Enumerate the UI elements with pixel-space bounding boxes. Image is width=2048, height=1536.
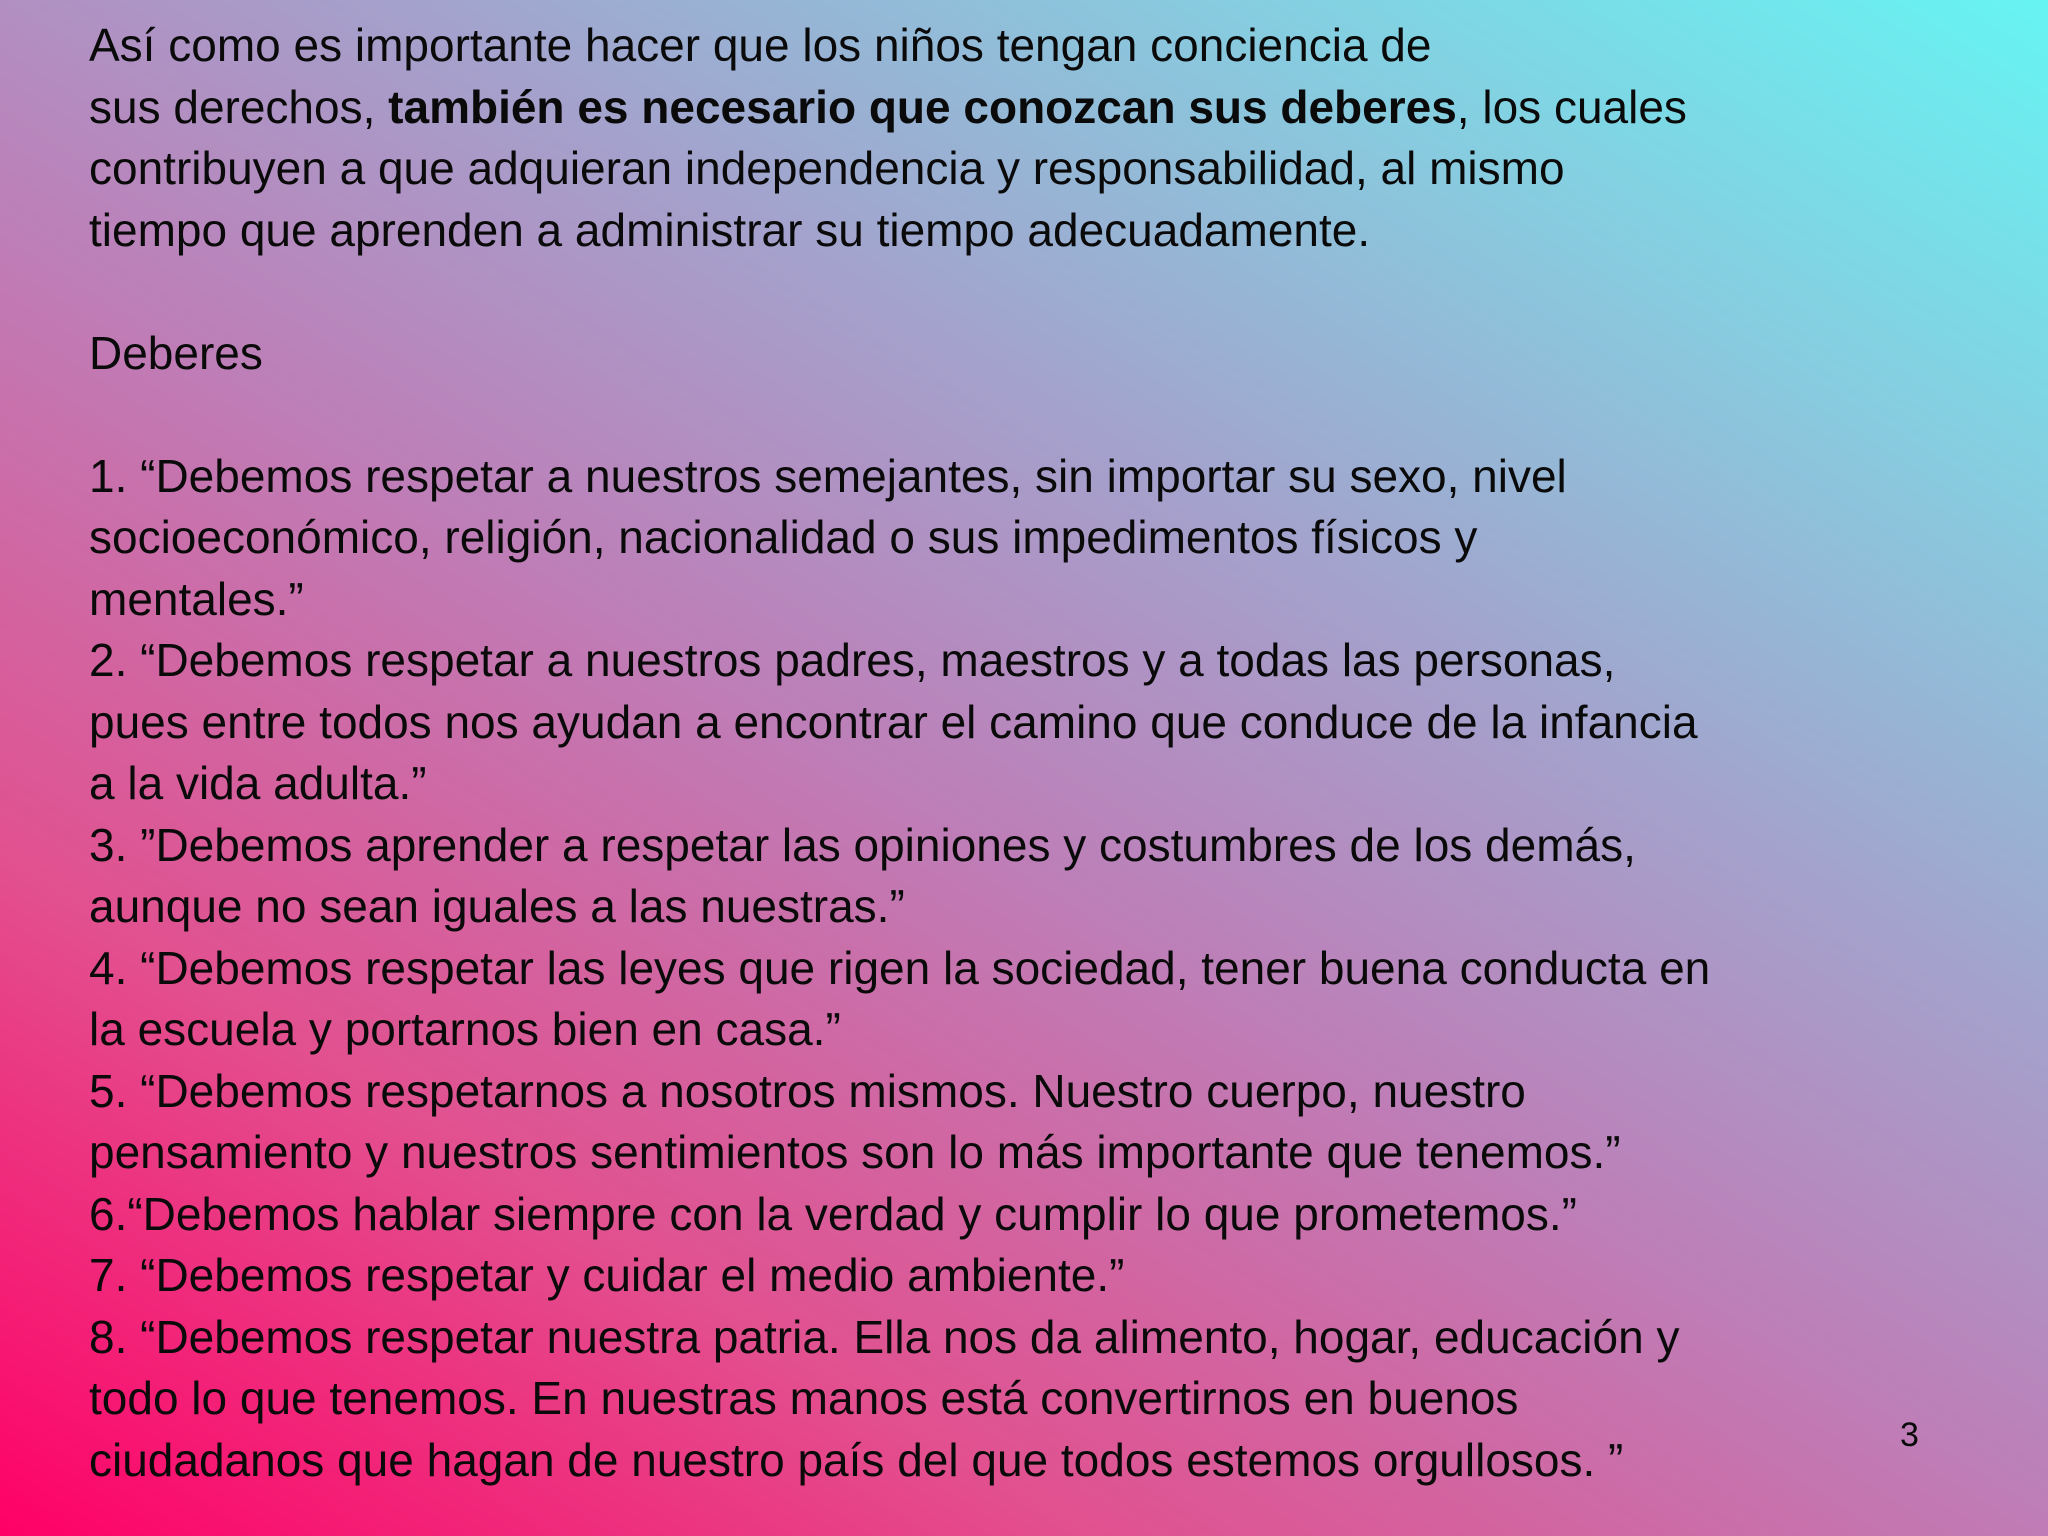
duty-3-line-1: 3. ”Debemos aprender a respetar las opiniones y costumbres de los demás, <box>89 818 1636 871</box>
duty-2-line-1: 2. “Debemos respetar a nuestros padres, maestros y a todas las personas, <box>89 634 1616 686</box>
duty-5-line-1: 5. “Debemos respetarnos a nosotros mismos. Nuestro cuerpo, nuestro <box>89 1064 1526 1117</box>
slide-text <box>89 15 2019 1491</box>
duty-2-line-3: a la vida adulta.” <box>89 757 427 809</box>
duty-1-line-1: 1. “Debemos respetar a nuestros semejantes, sin importar su sexo, nivel <box>89 449 1567 502</box>
blank-line <box>89 261 2019 323</box>
duty-1-line-2: socioeconómico, religión, nacionalidad o sus impedimentos físicos y <box>89 511 1478 563</box>
intro-line <box>89 77 2019 139</box>
duty-8-line-1: 8. “Debemos respetar nuestra patria. Ella nos da alimento, hogar, educación y <box>89 1310 1680 1363</box>
duty-2-line-2: pues entre todos nos ayudan a encontrar el camino que conduce de la infancia <box>89 695 1698 748</box>
blank-line <box>89 384 2019 446</box>
duty-6-line-1: 6.“Debemos hablar siempre con la verdad y cumplir lo que prometemos.” <box>89 1187 1577 1240</box>
duty-8-line-2: todo lo que tenemos. En nuestras manos está convertirnos en buenos <box>89 1372 1519 1424</box>
intro-emphasis: también es necesario que conozcan sus deberes <box>388 80 1457 133</box>
duty-3-line-2: aunque no sean iguales a las nuestras.” <box>89 880 905 932</box>
intro-line: tiempo que aprenden a administrar su tiempo adecuadamente. <box>89 203 1371 256</box>
duty-1-line-3: mentales.” <box>89 572 304 625</box>
intro-line: Así como es importante hacer que los niños tengan conciencia de <box>89 19 1432 71</box>
duty-8-line-3: ciudadanos que hagan de nuestro país del que todos estemos orgullosos. ” <box>89 1433 1624 1486</box>
duty-7-line-1: 7. “Debemos respetar y cuidar el medio ambiente.” <box>89 1249 1125 1301</box>
duty-5-line-2: pensamiento y nuestros sentimientos son lo más importante que tenemos.” <box>89 1126 1621 1178</box>
intro-line: contribuyen a que adquieran independencia y responsabilidad, al mismo <box>89 142 1565 194</box>
duty-4-line-2: la escuela y portarnos bien en casa.” <box>89 1003 841 1055</box>
intro-text: sus derechos, <box>89 80 389 133</box>
section-heading: Deberes <box>89 326 263 379</box>
intro-text: , los cuales <box>1456 80 1687 133</box>
duty-4-line-1: 4. “Debemos respetar las leyes que rigen la sociedad, tener buena conducta en <box>89 941 1711 994</box>
page-number: 3 <box>1900 1416 1919 1454</box>
